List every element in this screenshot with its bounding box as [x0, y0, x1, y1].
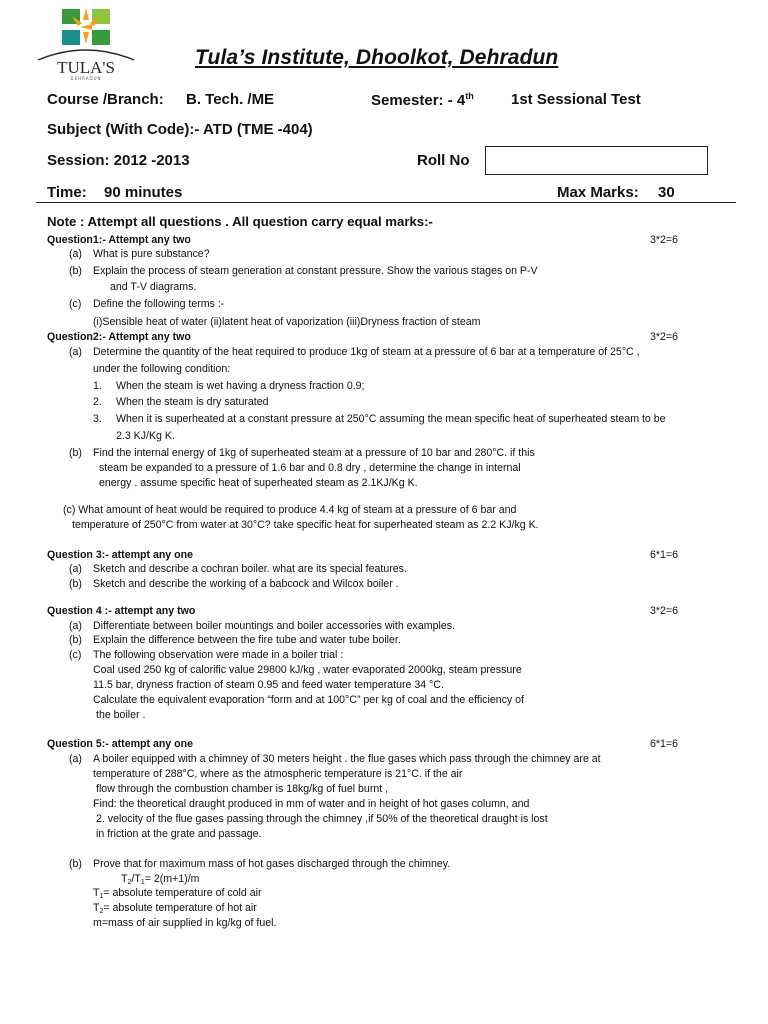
header-divider — [36, 202, 736, 203]
q1-b-text: Explain the process of steam generation at constant pressure. Show the various stages on P-V — [93, 265, 538, 277]
q5-b-text: Prove that for maximum mass of hot gases discharged through the chimney. — [93, 858, 451, 870]
q5-a-friction: in friction at the grate and passage. — [96, 828, 262, 840]
test-name: 1st Sessional Test — [511, 91, 641, 108]
q2-item-3-number: 3. — [93, 413, 102, 425]
q3-a-text: Sketch and describe a cochran boiler. what are its special features. — [93, 563, 407, 575]
roll-number-box[interactable] — [485, 146, 708, 175]
time-value: 90 minutes — [104, 184, 183, 201]
institute-title: Tula’s Institute, Dhoolkot, Dehradun — [195, 46, 559, 69]
session-line: Session: 2012 -2013 — [47, 152, 190, 169]
time-label: Time: — [47, 184, 87, 201]
institute-logo — [36, 6, 146, 80]
q2-b-text-cont2: energy . assume specific heat of superheated steam as 2.1KJ/Kg K. — [99, 477, 418, 489]
q2-a-label: (a) — [69, 346, 82, 358]
q2-c-text: (c) What amount of heat would be required to produce 4.4 kg of steam at a pressure of 6 bar and — [63, 504, 517, 516]
q2-a-text: Determine the quantity of the heat required to produce 1kg of steam at a pressure of 6 bar at a temperature of 25°C , — [93, 346, 640, 358]
q4-a-text: Differentiate between boiler mountings and boiler accessories with examples. — [93, 620, 455, 632]
q1-heading: Question1:- Attempt any two — [47, 234, 191, 246]
q3-b-text: Sketch and describe the working of a babcock and Wilcox boiler . — [93, 578, 399, 590]
q4-c-coal: Coal used 250 kg of calorific value 29800 kJ/kg , water evaporated 2000kg, steam pressure — [93, 664, 522, 676]
q2-item-1-number: 1. — [93, 380, 102, 392]
q2-c-text-cont: temperature of 250°C from water at 30°C? take specific heat for superheated steam as 2.2 KJ/kg K. — [72, 519, 539, 531]
max-marks-label: Max Marks: — [557, 184, 639, 201]
q4-c-boiler: the boiler . — [96, 709, 146, 721]
q2-item-2-number: 2. — [93, 396, 102, 408]
q4-a-label: (a) — [69, 620, 82, 632]
q2-item-3: When it is superheated at a constant pressure at 250°C assuming the mean specific heat of superheated steam to be — [116, 413, 666, 425]
q5-b-def-t1: $T_1=$ absolute temperature of cold air — [93, 887, 262, 900]
q4-c-pressure: 11.5 bar, dryness fraction of steam 0.95 and feed water temperature 34 °C. — [93, 679, 444, 691]
q3-heading: Question 3:- attempt any one — [47, 549, 193, 561]
q2-item-2: When the steam is dry saturated — [116, 396, 269, 408]
q4-c-calculate: Calculate the equivalent evaporation “form and at 100°C” per kg of coal and the efficiency of — [93, 694, 524, 706]
course-label: Course /Branch: — [47, 91, 164, 108]
q5-a-velocity: 2. velocity of the flue gases passing through the chimney ,if 50% of the theoretical draught is lost — [96, 813, 548, 825]
semester-label: Semester: - 4th — [371, 91, 474, 109]
q5-a-text: A boiler equipped with a chimney of 30 meters height . the flue gases which pass through the chimney are at — [93, 753, 601, 765]
q2-b-text-cont1: steam be expanded to a pressure of 1.6 bar and 0.8 dry , determine the change in internal — [99, 462, 521, 474]
q5-b-formula: $T_2/T_1= 2(m+1)/m$ — [121, 873, 200, 886]
q5-a-text-cont1: temperature of 288°C, where as the atmospheric temperature is 21°C. if the air — [93, 768, 463, 780]
q3-b-label: (b) — [69, 578, 82, 590]
q1-c-label: (c) — [69, 298, 82, 310]
q4-marks: 3*2=6 — [650, 605, 678, 617]
q2-item-1: When the steam is wet having a dryness fraction 0.9; — [116, 380, 365, 392]
q5-a-text-cont2: flow through the combustion chamber is 18kg/kg of fuel burnt , — [96, 783, 389, 795]
q4-b-text: Explain the difference between the fire tube and water tube boiler. — [93, 634, 401, 646]
q2-a-text-cont: under the following condition: — [93, 363, 231, 375]
q5-a-find: Find: the theoretical draught produced in mm of water and in height of hot gases column, and — [93, 798, 530, 810]
q1-marks: 3*2=6 — [650, 234, 678, 246]
q2-b-label: (b) — [69, 447, 82, 459]
logo-subtext: DEHRADUN — [70, 76, 102, 80]
q2-item-3-cont: 2.3 KJ/Kg K. — [116, 430, 175, 442]
q4-heading: Question 4 :- attempt any two — [47, 605, 196, 617]
q5-b-def-m: m=mass of air supplied in kg/kg of fuel. — [93, 917, 277, 929]
q3-a-label: (a) — [69, 563, 82, 575]
q5-b-def-t2: $T_2=$ absolute temperature of hot air — [93, 902, 257, 915]
q3-marks: 6*1=6 — [650, 549, 678, 561]
q1-b-label: (b) — [69, 265, 82, 277]
logo-emblem-icon — [36, 6, 146, 80]
q4-c-text: The following observation were made in a boiler trial : — [93, 649, 344, 661]
roll-label: Roll No — [417, 152, 470, 169]
course-value: B. Tech. /ME — [186, 91, 275, 108]
q5-b-label: (b) — [69, 858, 82, 870]
q2-b-text: Find the internal energy of 1kg of superheated steam at a pressure of 10 bar and 280°C. if this — [93, 447, 535, 459]
q1-c-text: Define the following terms :- — [93, 298, 225, 310]
q5-marks: 6*1=6 — [650, 738, 678, 750]
q5-heading: Question 5:- attempt any one — [47, 738, 193, 750]
q1-c-terms: (i)Sensible heat of water (ii)latent heat of vaporization (iii)Dryness fraction of steam — [93, 316, 481, 328]
instructions-note: Note : Attempt all questions . All question carry equal marks:- — [47, 214, 433, 229]
q1-b-text-cont: and T-V diagrams. — [110, 281, 197, 293]
q1-a-label: (a) — [69, 248, 82, 260]
logo-text: TULA'S — [57, 58, 115, 77]
q4-c-label: (c) — [69, 649, 82, 661]
q5-a-label: (a) — [69, 753, 82, 765]
q2-marks: 3*2=6 — [650, 331, 678, 343]
q2-heading: Question2:- Attempt any two — [47, 331, 191, 343]
subject-line: Subject (With Code):- ATD (TME -404) — [47, 121, 313, 138]
q4-b-label: (b) — [69, 634, 82, 646]
max-marks-value: 30 — [658, 184, 675, 201]
q1-a-text: What is pure substance? — [93, 248, 210, 260]
